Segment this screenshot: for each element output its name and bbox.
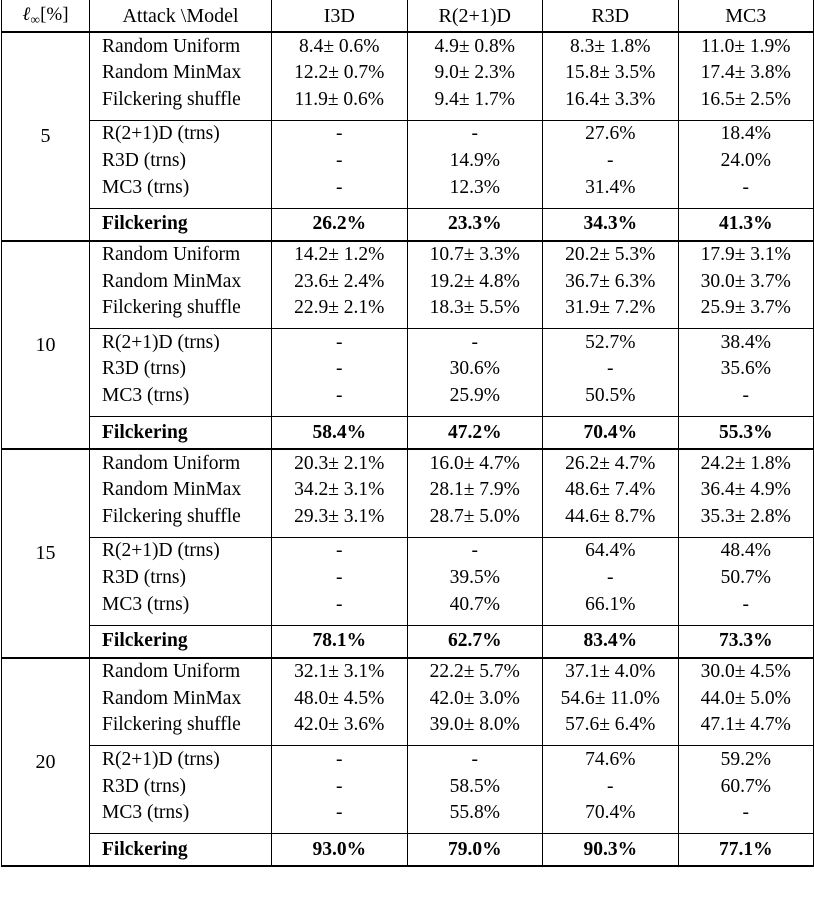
result-value: 4.9± 0.8% (407, 33, 543, 60)
attack-label-summary: Filckering (90, 834, 272, 866)
result-value: 27.6% (543, 121, 679, 148)
attack-label-summary: Filckering (90, 626, 272, 658)
attack-label: Random Uniform (90, 659, 272, 686)
result-value: 54.6± 11.0% (543, 685, 679, 712)
row-gap (2, 201, 814, 209)
result-value: 35.6% (678, 356, 814, 383)
result-value: - (543, 773, 679, 800)
result-value: 31.4% (543, 174, 679, 201)
result-value: - (543, 147, 679, 174)
result-value: - (272, 591, 408, 618)
result-value-summary: 34.3% (543, 209, 679, 241)
result-value: 17.9± 3.1% (678, 242, 814, 269)
attack-label: R3D (trns) (90, 773, 272, 800)
attack-label: Filckering shuffle (90, 295, 272, 322)
attack-label: Random Uniform (90, 242, 272, 269)
result-value: 37.1± 4.0% (543, 659, 679, 686)
result-value-summary: 83.4% (543, 626, 679, 658)
table-bottom-rule (2, 866, 814, 867)
result-value: 25.9± 3.7% (678, 295, 814, 322)
attack-label: Filckering shuffle (90, 86, 272, 113)
table-row (2, 268, 814, 295)
result-value: - (407, 121, 543, 148)
result-value: 38.4% (678, 329, 814, 356)
header-epsilon: ℓ$_\infty$[%] (2, 0, 90, 32)
table-row (2, 503, 814, 530)
table-row (2, 295, 814, 322)
table-row (2, 712, 814, 739)
attack-label: R(2+1)D (trns) (90, 121, 272, 148)
result-value: 70.4% (543, 800, 679, 827)
attack-label-summary: Filckering (90, 209, 272, 241)
result-value: 32.1± 3.1% (272, 659, 408, 686)
result-value: 10.7± 3.3% (407, 242, 543, 269)
result-value: 66.1% (543, 591, 679, 618)
result-value: 17.4± 3.8% (678, 60, 814, 87)
table-row (2, 591, 814, 618)
result-value: 47.1± 4.7% (678, 712, 814, 739)
table-row (2, 329, 814, 356)
result-value-summary: 47.2% (407, 417, 543, 449)
result-value: - (272, 356, 408, 383)
result-value: 18.3± 5.5% (407, 295, 543, 322)
result-value-summary: 70.4% (543, 417, 679, 449)
attack-label: Random Uniform (90, 450, 272, 477)
table-row (2, 685, 814, 712)
table-row-summary (2, 626, 814, 658)
result-value: - (272, 174, 408, 201)
result-value: - (407, 746, 543, 773)
epsilon-label-15: 15 (2, 450, 90, 658)
result-value: - (543, 565, 679, 592)
result-value: 48.4% (678, 538, 814, 565)
result-value: - (272, 800, 408, 827)
attack-label: Random MinMax (90, 60, 272, 87)
table-row (2, 174, 814, 201)
result-value: 24.2± 1.8% (678, 450, 814, 477)
attack-label: Filckering shuffle (90, 712, 272, 739)
table-row (2, 242, 814, 269)
attack-label: R3D (trns) (90, 147, 272, 174)
result-value-summary: 62.7% (407, 626, 543, 658)
table-row (2, 86, 814, 113)
result-value: - (678, 591, 814, 618)
result-value: - (678, 383, 814, 410)
result-value: 16.0± 4.7% (407, 450, 543, 477)
result-value: - (543, 356, 679, 383)
row-gap (2, 409, 814, 417)
attack-label: R3D (trns) (90, 356, 272, 383)
result-value: 39.5% (407, 565, 543, 592)
row-gap (2, 738, 814, 746)
result-value: 20.2± 5.3% (543, 242, 679, 269)
result-value: 11.0± 1.9% (678, 33, 814, 60)
result-value: - (272, 121, 408, 148)
table-row (2, 147, 814, 174)
header-model-mc3: MC3 (678, 0, 814, 32)
result-value: 58.5% (407, 773, 543, 800)
table-row (2, 477, 814, 504)
result-value-summary: 90.3% (543, 834, 679, 866)
table-row (2, 659, 814, 686)
table-row (2, 538, 814, 565)
result-value-summary: 58.4% (272, 417, 408, 449)
result-value: - (272, 773, 408, 800)
result-value: 25.9% (407, 383, 543, 410)
result-value: 40.7% (407, 591, 543, 618)
result-value: 42.0± 3.6% (272, 712, 408, 739)
result-value: 48.0± 4.5% (272, 685, 408, 712)
table-header-row (2, 0, 814, 32)
attack-label: MC3 (trns) (90, 800, 272, 827)
attack-label: MC3 (trns) (90, 383, 272, 410)
result-value: 31.9± 7.2% (543, 295, 679, 322)
table-row (2, 565, 814, 592)
attack-label: MC3 (trns) (90, 591, 272, 618)
header-model-i3d: I3D (272, 0, 408, 32)
result-value: 23.6± 2.4% (272, 268, 408, 295)
result-value: 34.2± 3.1% (272, 477, 408, 504)
attack-label: MC3 (trns) (90, 174, 272, 201)
header-model-r3d: R3D (543, 0, 679, 32)
result-value: - (407, 329, 543, 356)
table-row (2, 746, 814, 773)
table-row (2, 60, 814, 87)
result-value: 36.4± 4.9% (678, 477, 814, 504)
result-value-summary: 73.3% (678, 626, 814, 658)
result-value-summary: 79.0% (407, 834, 543, 866)
attack-label: Random MinMax (90, 685, 272, 712)
row-gap (2, 826, 814, 834)
result-value-summary: 26.2% (272, 209, 408, 241)
attack-label: R(2+1)D (trns) (90, 329, 272, 356)
result-value: 50.5% (543, 383, 679, 410)
result-value: 22.2± 5.7% (407, 659, 543, 686)
result-value: 36.7± 6.3% (543, 268, 679, 295)
result-value: - (272, 538, 408, 565)
result-value: 35.3± 2.8% (678, 503, 814, 530)
result-value: - (272, 147, 408, 174)
row-gap (2, 321, 814, 329)
result-value: - (272, 329, 408, 356)
epsilon-label-5: 5 (2, 33, 90, 241)
row-gap (2, 530, 814, 538)
attack-label: R(2+1)D (trns) (90, 538, 272, 565)
result-value: 44.0± 5.0% (678, 685, 814, 712)
attack-label: R3D (trns) (90, 565, 272, 592)
table-row-summary (2, 209, 814, 241)
result-value: 19.2± 4.8% (407, 268, 543, 295)
row-gap (2, 113, 814, 121)
attack-label-summary: Filckering (90, 417, 272, 449)
result-value: 20.3± 2.1% (272, 450, 408, 477)
result-value: 29.3± 3.1% (272, 503, 408, 530)
result-value-summary: 93.0% (272, 834, 408, 866)
result-value: 14.9% (407, 147, 543, 174)
epsilon-label-10: 10 (2, 242, 90, 450)
result-value: 59.2% (678, 746, 814, 773)
attack-label: Random MinMax (90, 477, 272, 504)
result-value: - (272, 383, 408, 410)
result-value: 24.0% (678, 147, 814, 174)
result-value-summary: 55.3% (678, 417, 814, 449)
result-value: 8.3± 1.8% (543, 33, 679, 60)
epsilon-label-20: 20 (2, 659, 90, 867)
result-value: 22.9± 2.1% (272, 295, 408, 322)
table-row (2, 383, 814, 410)
result-value: 39.0± 8.0% (407, 712, 543, 739)
result-value: - (272, 565, 408, 592)
result-value: 42.0± 3.0% (407, 685, 543, 712)
result-value: 74.6% (543, 746, 679, 773)
table-row (2, 773, 814, 800)
row-gap (2, 618, 814, 626)
result-value: 64.4% (543, 538, 679, 565)
result-value: - (678, 800, 814, 827)
result-value: 12.3% (407, 174, 543, 201)
result-value: 30.0± 3.7% (678, 268, 814, 295)
result-value: 14.2± 1.2% (272, 242, 408, 269)
attack-label: R(2+1)D (trns) (90, 746, 272, 773)
result-value-summary: 77.1% (678, 834, 814, 866)
result-value: 8.4± 0.6% (272, 33, 408, 60)
result-value: 9.4± 1.7% (407, 86, 543, 113)
result-value: 12.2± 0.7% (272, 60, 408, 87)
result-value-summary: 41.3% (678, 209, 814, 241)
result-value: 15.8± 3.5% (543, 60, 679, 87)
result-value: 50.7% (678, 565, 814, 592)
result-value: 30.6% (407, 356, 543, 383)
attack-results-table (1, 0, 814, 867)
result-value: 28.1± 7.9% (407, 477, 543, 504)
header-model-r-2-1-d: R(2+1)D (407, 0, 543, 32)
table-row-summary (2, 834, 814, 866)
attack-label: Random MinMax (90, 268, 272, 295)
result-value: - (272, 746, 408, 773)
result-value: 57.6± 6.4% (543, 712, 679, 739)
result-value: - (407, 538, 543, 565)
result-value: 28.7± 5.0% (407, 503, 543, 530)
result-value: 18.4% (678, 121, 814, 148)
table-row (2, 450, 814, 477)
result-value: 16.5± 2.5% (678, 86, 814, 113)
table-row (2, 356, 814, 383)
result-value: 55.8% (407, 800, 543, 827)
result-value-summary: 78.1% (272, 626, 408, 658)
result-value: 52.7% (543, 329, 679, 356)
result-value-summary: 23.3% (407, 209, 543, 241)
result-value: - (678, 174, 814, 201)
table-row-summary (2, 417, 814, 449)
attack-label: Random Uniform (90, 33, 272, 60)
header-attack-model: Attack \Model (90, 0, 272, 32)
result-value: 9.0± 2.3% (407, 60, 543, 87)
table-row (2, 121, 814, 148)
result-value: 44.6± 8.7% (543, 503, 679, 530)
result-value: 16.4± 3.3% (543, 86, 679, 113)
result-value: 60.7% (678, 773, 814, 800)
table-row (2, 800, 814, 827)
result-value: 11.9± 0.6% (272, 86, 408, 113)
result-value: 48.6± 7.4% (543, 477, 679, 504)
attack-label: Filckering shuffle (90, 503, 272, 530)
table-row (2, 33, 814, 60)
result-value: 30.0± 4.5% (678, 659, 814, 686)
result-value: 26.2± 4.7% (543, 450, 679, 477)
